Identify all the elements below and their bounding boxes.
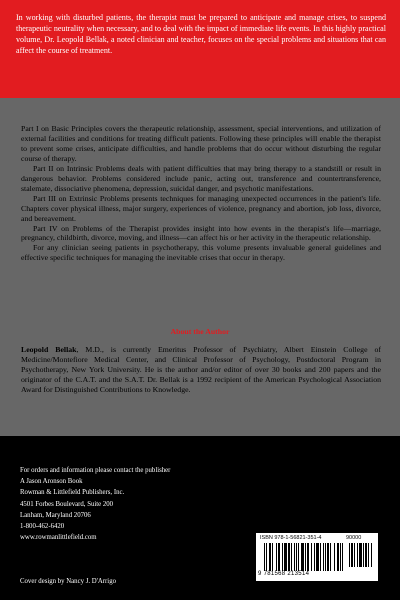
barcode-bar	[307, 543, 309, 571]
barcode-bar	[272, 543, 273, 571]
barcode-bar	[298, 543, 299, 571]
publisher-line: 4501 Forbes Boulevard, Suite 200	[20, 500, 114, 508]
barcode-bar	[365, 543, 367, 567]
barcode-bar	[282, 543, 283, 571]
book-summary	[21, 124, 381, 263]
barcode-bar	[264, 543, 265, 571]
barcode-bar	[276, 543, 277, 571]
barcode-bar	[330, 543, 331, 571]
barcode-bar	[349, 543, 350, 567]
barcode-bar	[337, 543, 339, 571]
publisher-line: For orders and information please contact the publisher	[20, 467, 171, 474]
publisher-url: www.rowmanlittlefield.com	[20, 534, 97, 542]
publisher-line: 1-800-462-6420	[20, 523, 65, 531]
summary-paragraph: Part IV on Problems of the Therapist provides insight into how events in the therapist's life—marriage, pregnancy, childbirth, divorce, moving, and illness—can affect his or her activity in the therapeutic relationship.	[21, 223, 381, 243]
cover-credit: Cover design by Nancy J. D'Arrigo	[20, 578, 116, 585]
barcode-bar	[266, 543, 267, 571]
barcode-bar	[357, 543, 358, 567]
description-banner	[0, 0, 400, 98]
barcode-bar	[278, 543, 280, 571]
barcode-bars	[264, 543, 344, 571]
barcode-bar	[296, 543, 297, 571]
summary-paragraph: Part III on Extrinsic Problems presents techniques for managing unexpected occurrences in the patient's life. Chapters cover physical illness, major surgery, experiences of violence, pregnancy and abortion, job loss, divorce, and bereavement.	[21, 193, 381, 223]
barcode-bar	[314, 543, 315, 571]
publisher-line: Lanham, Maryland 20706	[20, 511, 91, 519]
barcode-bar	[334, 543, 335, 571]
publisher-line: A Jason Aronson Book	[20, 478, 83, 486]
barcode-bar	[288, 543, 290, 571]
barcode-bar	[368, 543, 369, 567]
about-author-heading: About the Author	[170, 327, 230, 336]
barcode-bar	[327, 543, 329, 571]
barcode-bar	[340, 543, 341, 571]
barcode-bar	[305, 543, 306, 571]
author-bio	[21, 345, 381, 395]
barcode-bar	[354, 543, 355, 567]
barcode-bar	[301, 543, 304, 571]
barcode-bar	[351, 543, 353, 567]
isbn-label: ISBN 978-1-56821-351-4	[260, 535, 322, 541]
publisher-line: Rowman & Littlefield Publishers, Inc.	[20, 489, 125, 497]
summary-paragraph: Part I on Basic Principles covers the therapeutic relationship, assessment, special interventions, and utilization of external facilities and conditions for treating difficult patients. Following these principles will enable the therapist to prevent some crises, anticipate difficulties, and handle problems that do occur without disturbing the regular course of therapy.	[21, 124, 381, 163]
price-code: 90000	[346, 535, 362, 541]
barcode-bar	[291, 543, 292, 571]
barcode-bar	[284, 543, 287, 571]
barcode-bar	[371, 543, 372, 567]
publisher-info	[20, 465, 250, 543]
barcode-bar	[363, 543, 364, 567]
barcode-bar	[342, 543, 343, 571]
barcode	[256, 533, 378, 581]
barcode-bar	[316, 543, 319, 571]
summary-paragraph: For any clinician seeing patients in psychotherapy, this volume presents invaluable general guidelines and effective specific techniques for managing the inevitable crises that occur in therapy.	[21, 243, 381, 263]
barcode-bar	[311, 543, 312, 571]
summary-paragraph: Part II on Intrinsic Problems deals with patient difficulties that may bring therapy to a standstill or result in dangerous behavior. Problems considered include panic, acting out, transference and countertransference, stalemate, dissociative phenomena, depression, suicidal danger, and psychotic manifestations.	[21, 163, 381, 193]
barcode-bar	[269, 543, 271, 571]
barcode-addon-bars	[349, 543, 375, 567]
author-name: Leopold Bellak	[21, 345, 77, 354]
barcode-bar	[320, 543, 321, 571]
barcode-bar	[325, 543, 326, 571]
barcode-bar	[323, 543, 324, 571]
author-bio-text: , M.D., is currently Emeritus Professor of Psychiatry, Albert Einstein College of Medicine/Montefiore Medical Center, and Clinical Professor of Psychology, Postdoctoral Program in Psychotherapy, New York University. He is the author and/or editor of over 30 books and 200 papers and the originator of the C.A.T. and the S.A.T. Dr. Bellak is a 1992 recipient of the American Psychological Association Award for Distinguished Contributions to Knowledge.	[21, 345, 382, 394]
barcode-bar	[359, 543, 362, 567]
intro-text: In working with disturbed patients, the therapist must be prepared to anticipate and manage crises, to suspend therapeutic neutrality when necessary, and to deal with the impact of immediate life events. In this highly practical volume, Dr. Leopold Bellak, a noted clinician and teacher, focuses on the special problems and situations that can affect the course of treatment.	[16, 13, 386, 55]
barcode-digits: 9 781568 213514	[258, 571, 310, 577]
barcode-bar	[294, 543, 295, 571]
